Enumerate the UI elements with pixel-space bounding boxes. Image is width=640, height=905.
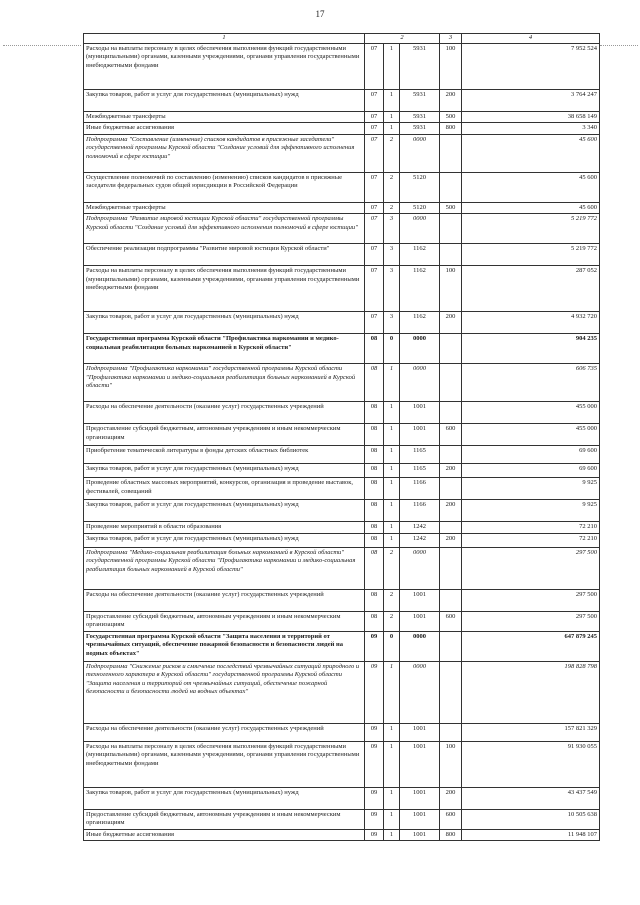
table-row: [84, 723, 600, 741]
row-amount-cell: 606 735: [462, 364, 600, 402]
table-row: [84, 202, 600, 214]
row-code-c-cell: 1165: [400, 446, 440, 464]
row-type-cell: [440, 522, 462, 534]
row-code-c-cell: 1166: [400, 478, 440, 500]
row-code-c-cell: 1001: [400, 611, 440, 631]
row-type-cell: [440, 446, 462, 464]
row-name-cell: Межбюджетные трансферты: [84, 111, 365, 123]
row-code-b-cell: 1: [384, 111, 400, 123]
row-code-c-cell: 1162: [400, 244, 440, 266]
table-row: [84, 334, 600, 364]
row-type-cell: [440, 134, 462, 172]
row-code-c-cell: 1001: [400, 809, 440, 829]
row-code-c-cell: 1001: [400, 741, 440, 787]
row-code-b-cell: 1: [384, 43, 400, 89]
table-row: [84, 787, 600, 809]
row-amount-cell: 647 879 245: [462, 631, 600, 661]
row-code-b-cell: 2: [384, 172, 400, 202]
row-code-a-cell: 09: [365, 809, 384, 829]
table-row: [84, 741, 600, 787]
row-code-b-cell: 1: [384, 89, 400, 111]
budget-table: [83, 33, 600, 841]
row-code-b-cell: 2: [384, 589, 400, 611]
row-code-b-cell: 1: [384, 522, 400, 534]
row-code-c-cell: 0000: [400, 214, 440, 244]
row-amount-cell: 3 340: [462, 123, 600, 135]
row-type-cell: [440, 478, 462, 500]
table-row: [84, 661, 600, 723]
row-code-a-cell: 07: [365, 244, 384, 266]
row-amount-cell: 45 600: [462, 202, 600, 214]
row-code-b-cell: 2: [384, 611, 400, 631]
row-code-a-cell: 09: [365, 741, 384, 787]
row-code-a-cell: 07: [365, 266, 384, 312]
row-code-b-cell: 1: [384, 809, 400, 829]
row-amount-cell: 45 600: [462, 134, 600, 172]
table-row: [84, 364, 600, 402]
row-name-cell: Подпрограмма "Снижение рисков и смягчение последствий чрезвычайных ситуаций природного и техногенного характера в Курской области" государственной программы Курской области "Защита населения и территорий от чрезвычайных ситуаций, обеспечение пожарной безопасности и безопасности людей на водных объектах": [84, 661, 365, 723]
row-code-a-cell: 07: [365, 43, 384, 89]
row-amount-cell: 72 210: [462, 533, 600, 547]
row-type-cell: 200: [440, 500, 462, 522]
table-row: [84, 533, 600, 547]
header-col-1: 1: [84, 34, 365, 44]
row-code-c-cell: 1001: [400, 424, 440, 446]
row-code-b-cell: 2: [384, 202, 400, 214]
row-type-cell: 600: [440, 809, 462, 829]
row-code-a-cell: 09: [365, 723, 384, 741]
table-row: [84, 478, 600, 500]
row-amount-cell: 5 219 772: [462, 244, 600, 266]
budget-table-body: [84, 43, 600, 841]
table-row: [84, 43, 600, 89]
table-row: [84, 402, 600, 424]
header-col-4: 4: [462, 34, 600, 44]
row-amount-cell: 45 600: [462, 172, 600, 202]
row-type-cell: [440, 364, 462, 402]
row-amount-cell: 455 000: [462, 424, 600, 446]
row-name-cell: Проведение областных массовых мероприятий, конкурсов, организация и проведение выставок, фестивалей, совещаний: [84, 478, 365, 500]
margin-dotted-line-left: [3, 45, 81, 46]
row-code-a-cell: 08: [365, 533, 384, 547]
row-type-cell: 200: [440, 312, 462, 334]
row-code-c-cell: 5120: [400, 172, 440, 202]
row-amount-cell: 7 952 524: [462, 43, 600, 89]
row-amount-cell: 9 925: [462, 478, 600, 500]
row-name-cell: Межбюджетные трансферты: [84, 202, 365, 214]
row-type-cell: [440, 172, 462, 202]
table-row: [84, 446, 600, 464]
row-type-cell: [440, 661, 462, 723]
table-row: [84, 214, 600, 244]
row-code-b-cell: 0: [384, 334, 400, 364]
row-amount-cell: 455 000: [462, 402, 600, 424]
row-amount-cell: 198 828 798: [462, 661, 600, 723]
table-row: [84, 244, 600, 266]
row-code-b-cell: 1: [384, 123, 400, 135]
table-row: [84, 424, 600, 446]
table-row: [84, 464, 600, 478]
row-type-cell: [440, 547, 462, 589]
row-type-cell: 500: [440, 111, 462, 123]
row-code-c-cell: 5120: [400, 202, 440, 214]
row-code-a-cell: 07: [365, 214, 384, 244]
row-type-cell: [440, 631, 462, 661]
row-code-a-cell: 08: [365, 522, 384, 534]
row-type-cell: [440, 589, 462, 611]
row-amount-cell: 4 932 720: [462, 312, 600, 334]
row-code-a-cell: 08: [365, 589, 384, 611]
row-code-b-cell: 3: [384, 312, 400, 334]
row-code-b-cell: 1: [384, 741, 400, 787]
row-amount-cell: 9 925: [462, 500, 600, 522]
row-type-cell: 200: [440, 464, 462, 478]
row-amount-cell: 157 821 329: [462, 723, 600, 741]
row-name-cell: Расходы на выплаты персоналу в целях обеспечения выполнения функций государственными (муниципальными) органами, казенными учреждениями, органами управления государственными внебюджетными фондами: [84, 741, 365, 787]
table-row: [84, 809, 600, 829]
row-code-c-cell: 1001: [400, 787, 440, 809]
row-code-c-cell: 1165: [400, 464, 440, 478]
row-code-a-cell: 09: [365, 829, 384, 841]
row-amount-cell: 69 600: [462, 464, 600, 478]
row-code-c-cell: 5931: [400, 111, 440, 123]
row-name-cell: Расходы на выплаты персоналу в целях обеспечения выполнения функций государственными (муниципальными) органами, казенными учреждениями, органами управления государственными внебюджетными фондами: [84, 266, 365, 312]
row-name-cell: Расходы на выплаты персоналу в целях обеспечения выполнения функций государственными (муниципальными) органами, казенными учреждениями, органами управления государственными внебюджетными фондами: [84, 43, 365, 89]
table-row: [84, 266, 600, 312]
row-code-c-cell: 0000: [400, 334, 440, 364]
row-code-b-cell: 1: [384, 402, 400, 424]
row-code-a-cell: 07: [365, 172, 384, 202]
row-code-a-cell: 08: [365, 402, 384, 424]
row-name-cell: Государственная программа Курской области "Защита населения и территорий от чрезвычайных ситуаций, обеспечение пожарной безопасности и безопасности людей на водных объектах": [84, 631, 365, 661]
row-type-cell: 100: [440, 741, 462, 787]
table-row: [84, 134, 600, 172]
table-row: [84, 589, 600, 611]
row-code-c-cell: 1242: [400, 533, 440, 547]
row-code-b-cell: 1: [384, 787, 400, 809]
row-code-a-cell: 07: [365, 89, 384, 111]
row-name-cell: Расходы на обеспечение деятельности (оказание услуг) государственных учреждений: [84, 723, 365, 741]
row-amount-cell: 11 948 107: [462, 829, 600, 841]
row-code-c-cell: 1001: [400, 589, 440, 611]
row-code-c-cell: 5931: [400, 89, 440, 111]
row-code-c-cell: 0000: [400, 547, 440, 589]
row-name-cell: Подпрограмма "Составление (изменение) списков кандидатов в присяжные заседатели" государственной программы Курской области "Создание условий для эффективного исполнения полномочий в сфере юстиции": [84, 134, 365, 172]
row-name-cell: Иные бюджетные ассигнования: [84, 123, 365, 135]
table-row: [84, 611, 600, 631]
row-amount-cell: 904 235: [462, 334, 600, 364]
row-code-a-cell: 07: [365, 312, 384, 334]
row-amount-cell: 43 437 549: [462, 787, 600, 809]
row-code-b-cell: 1: [384, 464, 400, 478]
row-name-cell: Закупка товаров, работ и услуг для государственных (муниципальных) нужд: [84, 312, 365, 334]
row-code-c-cell: 1162: [400, 312, 440, 334]
table-row: [84, 111, 600, 123]
row-code-c-cell: 1001: [400, 402, 440, 424]
row-amount-cell: 297 500: [462, 611, 600, 631]
row-name-cell: Предоставление субсидий бюджетным, автономным учреждениям и иным некоммерческим организациям: [84, 424, 365, 446]
row-type-cell: [440, 214, 462, 244]
row-code-a-cell: 09: [365, 631, 384, 661]
row-code-c-cell: 0000: [400, 134, 440, 172]
row-code-c-cell: 5931: [400, 123, 440, 135]
row-code-c-cell: 1162: [400, 266, 440, 312]
row-code-a-cell: 08: [365, 500, 384, 522]
table-row: [84, 500, 600, 522]
row-type-cell: 100: [440, 43, 462, 89]
row-type-cell: 200: [440, 533, 462, 547]
row-code-a-cell: 07: [365, 123, 384, 135]
row-code-a-cell: 07: [365, 111, 384, 123]
row-amount-cell: 69 600: [462, 446, 600, 464]
row-name-cell: Осуществление полномочий по составлению (изменению) списков кандидатов в присяжные заседатели федеральных судов общей юрисдикции в Российской Федерации: [84, 172, 365, 202]
row-amount-cell: 5 219 772: [462, 214, 600, 244]
row-name-cell: Предоставление субсидий бюджетным, автономным учреждениям и иным некоммерческим организациям: [84, 611, 365, 631]
row-type-cell: 800: [440, 829, 462, 841]
row-code-c-cell: 0000: [400, 364, 440, 402]
row-code-b-cell: 1: [384, 723, 400, 741]
row-name-cell: Закупка товаров, работ и услуг для государственных (муниципальных) нужд: [84, 500, 365, 522]
row-amount-cell: 72 210: [462, 522, 600, 534]
row-code-c-cell: 0000: [400, 631, 440, 661]
row-name-cell: Подпрограмма "Профилактика наркомании" государственной программы Курской области "Профилактика наркомании и медико-социальная реабилитация больных наркоманией в Курской области": [84, 364, 365, 402]
row-name-cell: Проведение мероприятий в области образования: [84, 522, 365, 534]
row-code-b-cell: 1: [384, 500, 400, 522]
row-code-b-cell: 0: [384, 631, 400, 661]
row-code-b-cell: 2: [384, 547, 400, 589]
row-name-cell: Расходы на обеспечение деятельности (оказание услуг) государственных учреждений: [84, 589, 365, 611]
row-name-cell: Закупка товаров, работ и услуг для государственных (муниципальных) нужд: [84, 464, 365, 478]
row-type-cell: 600: [440, 611, 462, 631]
row-code-a-cell: 07: [365, 134, 384, 172]
row-code-a-cell: 08: [365, 478, 384, 500]
row-amount-cell: 3 764 247: [462, 89, 600, 111]
table-row: [84, 172, 600, 202]
table-row: [84, 631, 600, 661]
row-name-cell: Подпрограмма "Развитие мировой юстиции Курской области" государственной программы Курской области "Создание условий для эффективного исполнения полномочий в сфере юстиции": [84, 214, 365, 244]
row-code-a-cell: 08: [365, 424, 384, 446]
table-header-row: [84, 34, 600, 44]
row-code-a-cell: 07: [365, 202, 384, 214]
row-type-cell: [440, 723, 462, 741]
row-name-cell: Закупка товаров, работ и услуг для государственных (муниципальных) нужд: [84, 533, 365, 547]
row-code-a-cell: 09: [365, 787, 384, 809]
page-number: 17: [315, 9, 325, 19]
row-type-cell: 600: [440, 424, 462, 446]
row-name-cell: Закупка товаров, работ и услуг для государственных (муниципальных) нужд: [84, 89, 365, 111]
row-code-c-cell: 1001: [400, 829, 440, 841]
row-name-cell: Закупка товаров, работ и услуг для государственных (муниципальных) нужд: [84, 787, 365, 809]
row-name-cell: Обеспечение реализации подпрограммы "Развитие мировой юстиции Курской области": [84, 244, 365, 266]
row-amount-cell: 297 500: [462, 589, 600, 611]
row-amount-cell: 297 500: [462, 547, 600, 589]
row-name-cell: Иные бюджетные ассигнования: [84, 829, 365, 841]
table-row: [84, 89, 600, 111]
row-type-cell: 800: [440, 123, 462, 135]
row-type-cell: [440, 334, 462, 364]
row-code-c-cell: 0000: [400, 661, 440, 723]
row-code-b-cell: 3: [384, 244, 400, 266]
table-row: [84, 829, 600, 841]
table-row: [84, 547, 600, 589]
header-col-2: 2: [365, 34, 440, 44]
row-code-b-cell: 3: [384, 214, 400, 244]
row-code-c-cell: 1166: [400, 500, 440, 522]
row-amount-cell: 10 505 638: [462, 809, 600, 829]
row-name-cell: Государственная программа Курской области "Профилактика наркомании и медико-социальная реабилитация больных наркоманией в Курской области": [84, 334, 365, 364]
row-code-b-cell: 1: [384, 446, 400, 464]
row-type-cell: 100: [440, 266, 462, 312]
row-amount-cell: 38 658 149: [462, 111, 600, 123]
row-code-b-cell: 1: [384, 661, 400, 723]
row-type-cell: [440, 244, 462, 266]
row-type-cell: [440, 402, 462, 424]
row-amount-cell: 287 052: [462, 266, 600, 312]
header-col-3: 3: [440, 34, 462, 44]
row-code-a-cell: 08: [365, 364, 384, 402]
row-code-b-cell: 3: [384, 266, 400, 312]
row-code-b-cell: 2: [384, 134, 400, 172]
row-code-b-cell: 1: [384, 364, 400, 402]
row-code-a-cell: 08: [365, 334, 384, 364]
row-code-c-cell: 5931: [400, 43, 440, 89]
row-code-c-cell: 1001: [400, 723, 440, 741]
table-row: [84, 312, 600, 334]
row-code-b-cell: 1: [384, 478, 400, 500]
row-code-b-cell: 1: [384, 829, 400, 841]
row-code-a-cell: 08: [365, 611, 384, 631]
row-name-cell: Приобретение тематической литературы в фонды детских областных библиотек: [84, 446, 365, 464]
row-code-a-cell: 09: [365, 661, 384, 723]
table-row: [84, 522, 600, 534]
table-row: [84, 123, 600, 135]
row-name-cell: Предоставление субсидий бюджетным, автономным учреждениям и иным некоммерческим организациям: [84, 809, 365, 829]
row-name-cell: Подпрограмма "Медико-социальная реабилитация больных наркоманией в Курской области" государственной программы Курской области "Профилактика наркомании и медико-социальная реабилитация больных наркоманией в Курской области": [84, 547, 365, 589]
row-code-a-cell: 08: [365, 464, 384, 478]
row-code-c-cell: 1242: [400, 522, 440, 534]
row-type-cell: 200: [440, 787, 462, 809]
row-type-cell: 200: [440, 89, 462, 111]
margin-dotted-line-right: [600, 45, 638, 46]
row-code-a-cell: 08: [365, 446, 384, 464]
row-code-b-cell: 1: [384, 533, 400, 547]
row-name-cell: Расходы на обеспечение деятельности (оказание услуг) государственных учреждений: [84, 402, 365, 424]
row-code-b-cell: 1: [384, 424, 400, 446]
row-amount-cell: 91 930 055: [462, 741, 600, 787]
row-code-a-cell: 08: [365, 547, 384, 589]
row-type-cell: 500: [440, 202, 462, 214]
